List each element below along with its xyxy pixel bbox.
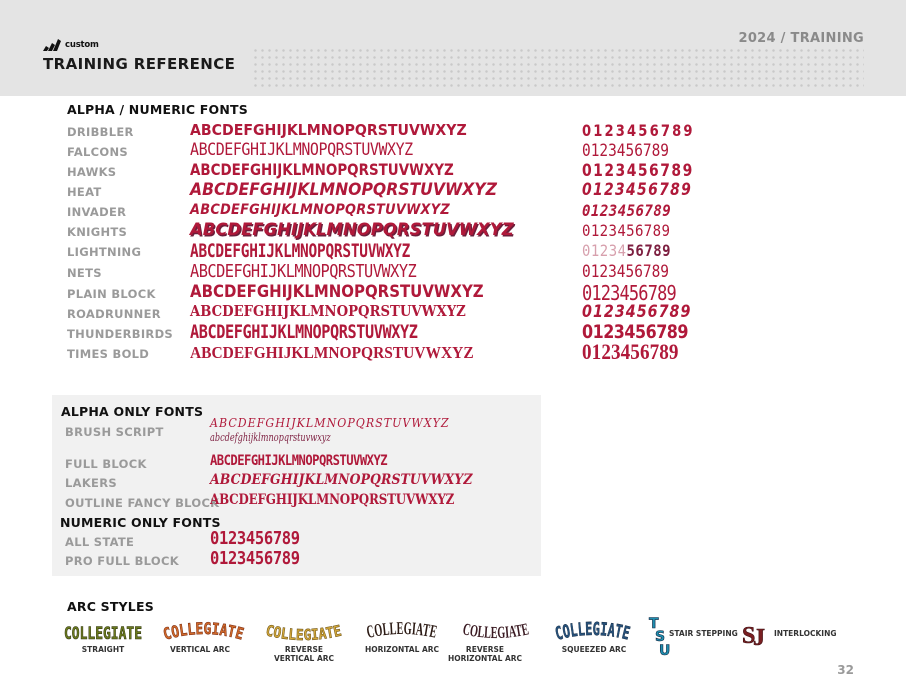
font-name: PRO FULL BLOCK: [65, 554, 179, 568]
font-name: FULL BLOCK: [65, 457, 147, 471]
arc-caption-line: REVERSE: [465, 645, 505, 654]
alpha-sample: ABCDEFGHIJKLMNOPQRSTUVWXYZ: [190, 261, 417, 282]
arc-caption: STAIR STEPPING: [669, 629, 738, 638]
font-name: FALCONS: [67, 145, 128, 159]
font-name: PLAIN BLOCK: [67, 287, 156, 301]
arc-word: OLLEGIAT: [169, 618, 240, 642]
stair-letter: T: [649, 616, 659, 632]
font-name: BRUSH SCRIPT: [65, 425, 164, 439]
arc-styles-heading: ARC STYLES: [67, 599, 154, 614]
digit-sample: 0123456789: [582, 180, 693, 200]
digit-sample: 0123456789: [582, 221, 671, 240]
interlock-letter: S: [742, 623, 756, 649]
font-name: NETS: [67, 266, 102, 280]
interlocking-graphic: [742, 619, 770, 649]
alpha-sample: ABCDEFGHIJKLMNOPQRSTUVWXYZ: [190, 121, 467, 139]
numeric-only-heading: NUMERIC ONLY FONTS: [60, 515, 221, 530]
stair-letter: S: [655, 629, 666, 645]
arc-caption: STRAIGHT: [81, 645, 125, 654]
digit-sample: 0123456789: [210, 548, 300, 569]
interlock-letter: J: [753, 625, 765, 651]
arc-vertical-graphic: [163, 614, 245, 646]
stair-stepping-graphic: [647, 615, 671, 657]
alpha-sample: ABCDEFGHIJKLMNOPQRSTUVWXYZ: [210, 492, 455, 508]
digit-sample: 0123456789: [582, 262, 670, 282]
arc-horizontal: [366, 615, 438, 649]
arc-squeezed-graphic: [555, 616, 631, 646]
arc-caption: [274, 646, 334, 663]
lowercase-sample: abcdefghijklmnopqrstuvwxyz: [210, 431, 331, 444]
digit-sample: 0123456789: [582, 339, 679, 364]
arc-caption-line: VERTICAL ARC: [273, 653, 335, 663]
page-number: 32: [837, 663, 854, 677]
digit-sample: 0123456789: [582, 141, 670, 161]
font-name: LAKERS: [65, 476, 117, 490]
brand-text: custom: [65, 40, 99, 50]
font-name: HAWKS: [67, 165, 117, 179]
alpha-sample: ABCDEFGHIJKLMNOPQRSTUVWXYZ: [190, 343, 474, 362]
digit-sample: 0123456789: [582, 241, 672, 260]
digit-sample: 0123456789: [582, 302, 692, 322]
arc-caption: HORIZONTAL ARC: [364, 645, 440, 654]
alpha-sample: ABCDEFGHIJKLMNOPQRSTUVWXYZ: [210, 416, 450, 430]
alpha-sample: ABCDEFGHIJKLMNOPQRSTUVWXYZ: [190, 140, 413, 160]
arc-stair-stepping: [647, 615, 671, 661]
alpha-numeric-heading: ALPHA / NUMERIC FONTS: [67, 102, 248, 117]
section-label: 2024 / TRAINING: [738, 31, 864, 46]
font-name: OUTLINE FANCY BLOCK: [65, 496, 220, 510]
alpha-sample: ABCDEFGHIJKLMNOPQRSTUVWXYZ: [210, 472, 473, 488]
alpha-sample: ABCDEFGHIJKLMNOPQRSTUVWXYZ: [190, 282, 484, 302]
page-header: [0, 0, 906, 96]
font-name: INVADER: [67, 205, 127, 219]
brand-logo: [43, 39, 99, 51]
digit-sample: 0123456789: [210, 528, 300, 549]
alpha-sample: ABCDEFGHIJKLMNOPQRSTUVWXYZ: [190, 240, 411, 262]
arc-caption: VERTICAL ARC: [169, 645, 231, 654]
arc-caption: SQUEEZED ARC: [561, 645, 627, 654]
font-name: KNIGHTS: [67, 225, 128, 239]
digit-sample: 0123456789: [582, 201, 672, 220]
digit-sample: 0123456789: [582, 121, 695, 140]
arc-interlocking: [742, 619, 770, 653]
alpha-sample: ABCDEFGHIJKLMNOPQRSTUVWXYZ: [190, 202, 450, 218]
page-title: TRAINING REFERENCE: [43, 55, 236, 73]
digit-sample: 0123456789: [582, 161, 694, 181]
digit-sample: 0123456789: [582, 281, 676, 305]
alpha-sample: ABCDEFGHIJKLMNOPQRSTUVWXYZ: [190, 321, 418, 343]
adidas-logo-icon: [43, 39, 63, 51]
font-name: DRIBBLER: [67, 125, 134, 139]
font-name: HEAT: [67, 185, 102, 199]
font-name: ROADRUNNER: [67, 307, 161, 321]
stair-letter: U: [659, 643, 671, 659]
arc-word: COLLEGIAT: [366, 617, 437, 642]
dot-pattern: [252, 47, 864, 87]
alpha-sample: ABCDEFGHIJKLMNOPQRSTUVWXYZ: [190, 302, 466, 320]
alpha-only-heading: ALPHA ONLY FONTS: [61, 404, 204, 419]
font-name: THUNDERBIRDS: [67, 327, 174, 341]
arc-word: COLLEGIATE: [264, 621, 345, 645]
alpha-sample: ABCDEFGHIJKLMNOPQRSTUVWXYZ: [210, 453, 388, 469]
digit-sample: 0123456789: [582, 321, 689, 343]
alpha-sample: ABCDEFGHIJKLMNOPQRSTUVWXYZ: [190, 160, 454, 179]
arc-caption: INTERLOCKING: [774, 629, 837, 638]
arc-straight-graphic: [62, 617, 144, 647]
arc-reverse-horizontal-graphic: [460, 617, 532, 647]
font-name: LIGHTNING: [67, 245, 142, 259]
arc-word: COLLEGIATE: [64, 624, 142, 644]
alpha-sample: ABCDEFGHIJKLMNOPQRSTUVWXYZ: [190, 220, 514, 240]
font-name: TIMES BOLD: [67, 347, 150, 361]
arc-horizontal-graphic: [366, 615, 438, 645]
arc-reverse-vertical-graphic: [263, 617, 345, 647]
alpha-sample: ABCDEFGHIJKLMNOPQRSTUVWXYZ: [190, 180, 497, 200]
arc-word: OLLEGIAT: [560, 618, 628, 644]
font-name: ALL STATE: [65, 535, 135, 549]
arc-caption-line: HORIZONTAL ARC: [447, 653, 523, 663]
arc-word: COLLEGIAT: [461, 619, 528, 643]
arc-caption: [448, 646, 522, 663]
arc-caption-line: REVERSE: [284, 645, 324, 654]
